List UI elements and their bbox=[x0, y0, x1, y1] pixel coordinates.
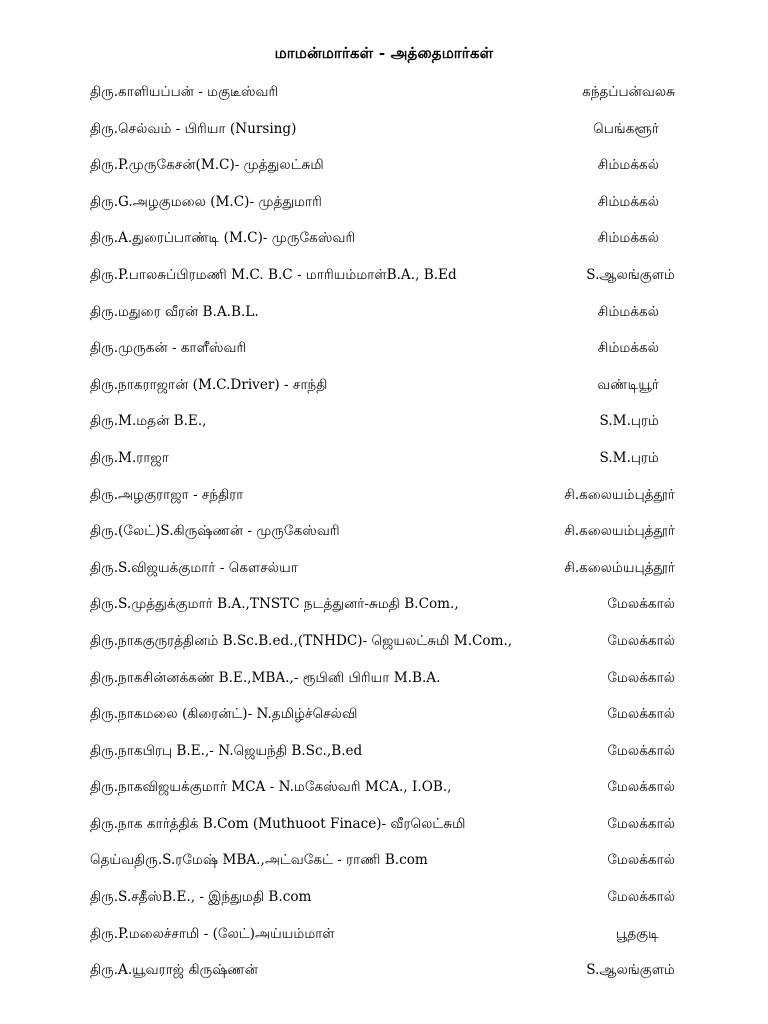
entry-name: திரு.P.முருகேசன்(M.C)- முத்துலட்சுமி bbox=[90, 157, 324, 174]
entry-name: திரு.நாகபிரபு B.E.,- N.ஜெயந்தி B.Sc.,B.ed bbox=[90, 742, 363, 759]
entry-row bbox=[90, 263, 675, 300]
entry-row bbox=[90, 739, 675, 776]
entry-place: S.M.புரம் bbox=[599, 449, 659, 466]
entry-row bbox=[90, 812, 675, 849]
entry-row bbox=[90, 226, 675, 263]
entry-row bbox=[90, 922, 675, 959]
entry-place: சிம்மக்கல் bbox=[597, 340, 659, 357]
document-title: மாமன்மார்கள் - அத்தைமார்கள் bbox=[274, 44, 494, 62]
entry-row bbox=[90, 519, 675, 556]
entry-place: மேலக்கால் bbox=[607, 779, 675, 796]
entry-name: திரு.A.துரைப்பாண்டி (M.C)- முருகேஸ்வரி bbox=[90, 230, 356, 247]
entry-row bbox=[90, 775, 675, 812]
entry-row bbox=[90, 848, 675, 885]
entry-row bbox=[90, 153, 675, 190]
entry-name: திரு.S.சதீஸ்B.E., - இந்துமதி B.com bbox=[90, 889, 312, 906]
entry-place: சி.கலையம்புத்தூர் bbox=[564, 523, 675, 540]
entry-row bbox=[90, 446, 675, 483]
entry-place: மேலக்கால் bbox=[607, 669, 675, 686]
entry-name: திரு.காளியப்பன் - மகுடீஸ்வரி bbox=[90, 84, 279, 100]
entry-row bbox=[90, 958, 675, 995]
entry-place: பூதகுடி bbox=[615, 925, 659, 942]
entry-row bbox=[90, 702, 675, 739]
entry-row bbox=[90, 556, 675, 593]
entry-place: சிம்மக்கல் bbox=[597, 157, 659, 174]
entry-place: மேலக்கால் bbox=[607, 596, 675, 613]
entry-place: சி.கலைம்யபுத்தூர் bbox=[564, 559, 675, 576]
entry-name: திரு.S.முத்துக்குமார் B.A.,TNSTC நடத்துனர்-சுமதி B.Com., bbox=[90, 596, 459, 613]
entry-name: திரு.நாகவிஜயக்குமார் MCA - N.மகேஸ்வரி MCA., I.OB., bbox=[90, 779, 452, 796]
entry-row bbox=[90, 666, 675, 703]
entry-name: திரு.S.விஜயக்குமார் - கௌசல்யா bbox=[90, 559, 298, 576]
entry-name: திரு.நாகமலை (கிரைன்ட்)- N.தமிழ்ச்செல்வி bbox=[90, 706, 358, 723]
entry-place: சிம்மக்கல் bbox=[597, 230, 659, 247]
entry-row bbox=[90, 373, 675, 410]
entry-name: திரு.(லேட்)S.கிருஷ்ணன் - முருகேஸ்வரி bbox=[90, 523, 340, 540]
entry-place: வண்டியூர் bbox=[597, 376, 659, 393]
entry-name: திரு.செல்வம் - பிரியா (Nursing) bbox=[90, 120, 297, 137]
entry-row bbox=[90, 117, 675, 154]
entry-name: திரு.முருகன் - காளீஸ்வரி bbox=[90, 340, 247, 357]
entry-name: திரு.மதுரை வீரன் B.A.B.L. bbox=[90, 303, 259, 320]
entry-place: S.ஆலங்குளம் bbox=[586, 266, 675, 283]
entry-place: சிம்மக்கல் bbox=[597, 193, 659, 210]
entry-row bbox=[90, 336, 675, 373]
entry-name: தெய்வதிரு.S.ரமேஷ் MBA.,அட்வகேட் - ராணி B.com bbox=[90, 852, 428, 869]
entry-place: கந்தப்பன்வலசு bbox=[582, 84, 675, 100]
entry-place: பெங்களூர் bbox=[593, 120, 659, 137]
entry-name: திரு.P.பாலசுப்பிரமணி M.C. B.C - மாரியம்மாள்B.A., B.Ed bbox=[90, 266, 457, 283]
entry-place: மேலக்கால் bbox=[607, 815, 675, 832]
entry-row bbox=[90, 483, 675, 520]
entry-place: மேலக்கால் bbox=[607, 852, 675, 869]
entry-name: திரு.நாகசின்னக்கண் B.E.,MBA.,- ரூபினி பிரியா M.B.A. bbox=[90, 669, 441, 686]
entry-name: திரு.நாகராஜான் (M.C.Driver) - சாந்தி bbox=[90, 376, 328, 393]
entry-row bbox=[90, 80, 675, 117]
entry-place: சிம்மக்கல் bbox=[597, 303, 659, 320]
entry-name: திரு.நாககுருரத்தினம் B.Sc.B.ed.,(TNHDC)- ஜெயலட்சுமி M.Com., bbox=[90, 632, 513, 649]
entry-row bbox=[90, 190, 675, 227]
entry-place: மேலக்கால் bbox=[607, 742, 675, 759]
entry-list bbox=[90, 80, 675, 995]
entry-row bbox=[90, 885, 675, 922]
entry-row bbox=[90, 409, 675, 446]
entry-place: S.ஆலங்குளம் bbox=[586, 962, 675, 979]
entry-row bbox=[90, 629, 675, 666]
entry-name: திரு.M.மதன் B.E., bbox=[90, 413, 207, 430]
entry-row bbox=[90, 592, 675, 629]
entry-name: திரு.நாக கார்த்திக் B.Com (Muthuoot Finace)- வீரலெட்சுமி bbox=[90, 815, 466, 832]
entry-name: திரு.G.அழகுமலை (M.C)- முத்துமாரி bbox=[90, 193, 322, 210]
entry-name: திரு.M.ராஜா bbox=[90, 449, 169, 466]
entry-name: திரு.அழகுராஜா - சந்திரா bbox=[90, 486, 244, 503]
entry-place: S.M.புரம் bbox=[599, 413, 659, 430]
entry-name: திரு.A.யூவராஜ் கிருஷ்ணன் bbox=[90, 962, 258, 979]
entry-name: திரு.P.மலைச்சாமி - (லேட்)அய்யம்மாள் bbox=[90, 925, 335, 942]
entry-place: மேலக்கால் bbox=[607, 632, 675, 649]
entry-place: மேலக்கால் bbox=[607, 706, 675, 723]
entry-place: சி.கலையம்புத்தூர் bbox=[564, 486, 675, 503]
entry-row bbox=[90, 300, 675, 337]
entry-place: மேலக்கால் bbox=[607, 889, 675, 906]
